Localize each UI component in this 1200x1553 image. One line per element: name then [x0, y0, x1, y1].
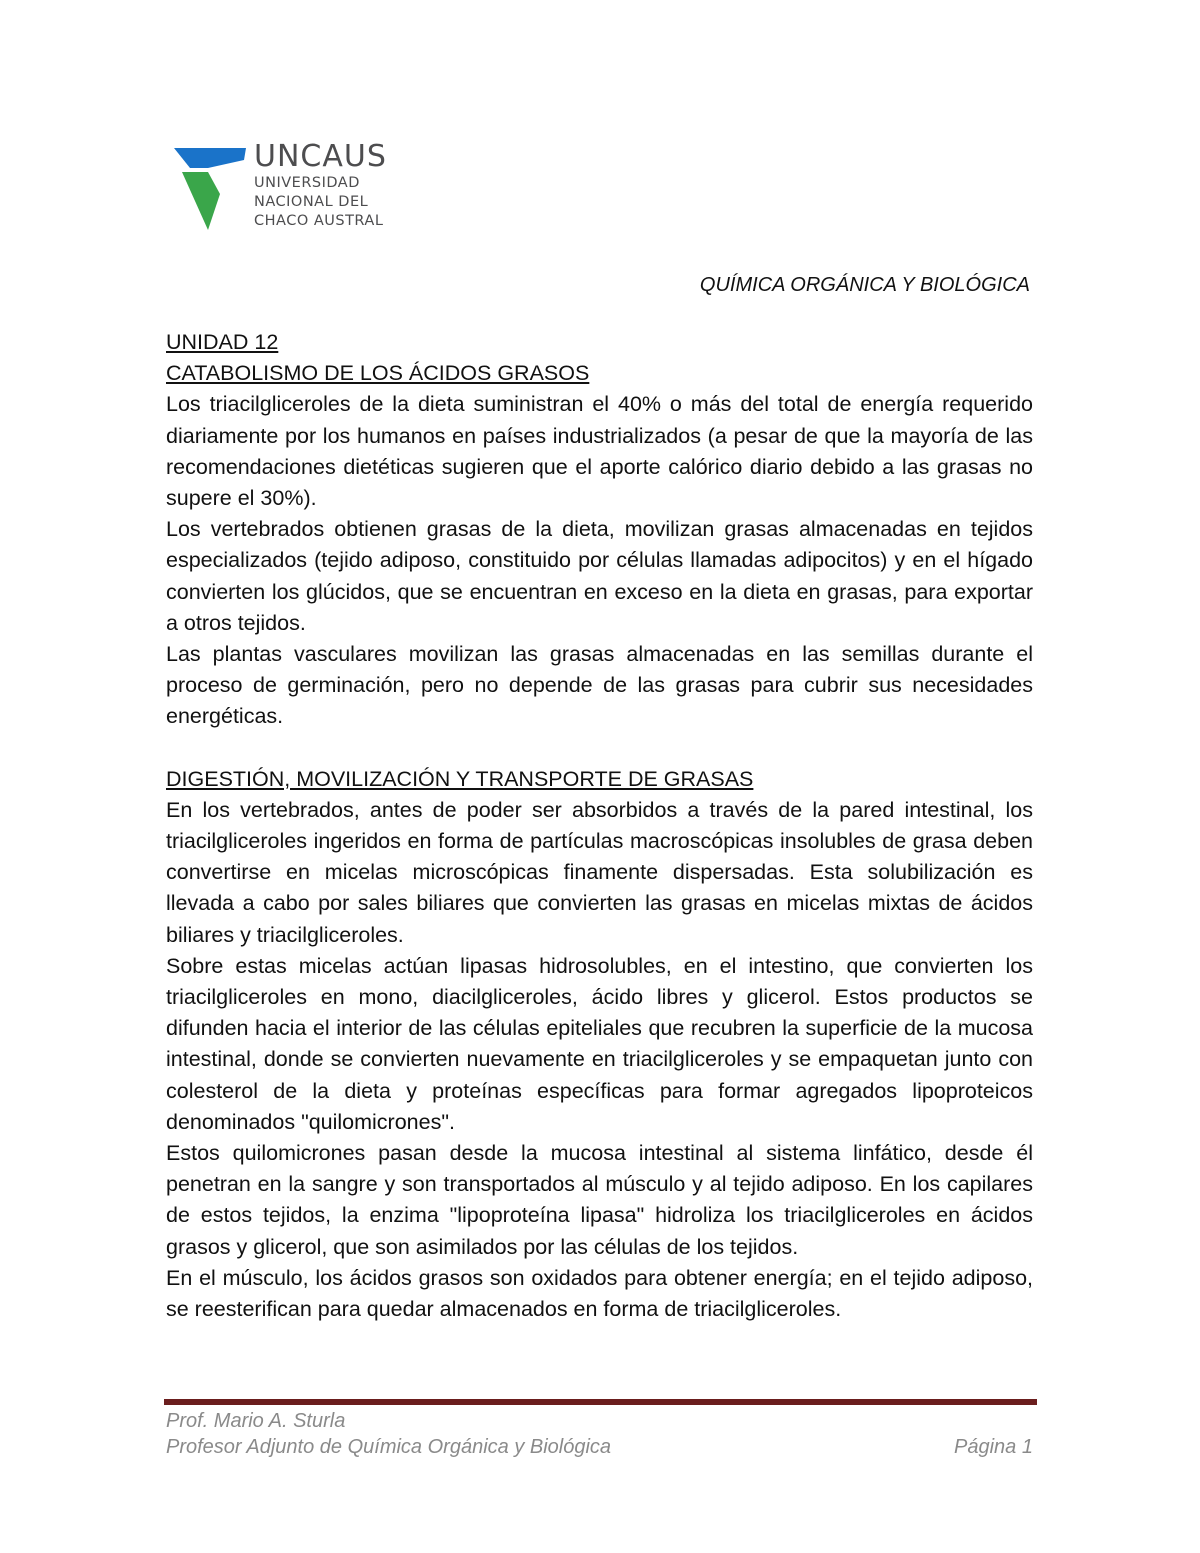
uncaus-emblem-icon — [168, 138, 254, 238]
section-title-catabolism: CATABOLISMO DE LOS ÁCIDOS GRASOS — [166, 361, 590, 386]
university-logo — [168, 138, 403, 240]
logo-line-2: NACIONAL DEL — [254, 194, 369, 210]
paragraph: Los triacilgliceroles de la dieta suministran el 40% o más del total de energía requerido diariamente por los humanos en países industrializados (a pesar de que la mayoría de las recomendaciones dietéticas sugieren que el aporte calórico diario debido a las grasas no supere el 30%). — [166, 392, 1033, 511]
footer-row — [166, 1434, 1033, 1460]
paragraph: En el músculo, los ácidos grasos son oxidados para obtener energía; en el tejido adiposo, se reesterifican para quedar almacenados en forma de triacilgliceroles. — [166, 1265, 1033, 1322]
unit-heading: UNIDAD 12 — [166, 330, 279, 354]
paragraph: Sobre estas micelas actúan lipasas hidrosolubles, en el intestino, que convierten los triacilgliceroles en mono, diacilgliceroles, ácido libres y glicerol. Estos productos se difunden hacia el interior de las células epiteliales que recubren la superficie de la mucosa intestinal, donde se convierten nuevamente en triacilgliceroles y se empaquetan junto con colesterol de la dieta y proteínas específicas para formar agregados lipoproteicos denominados "quilomicrones". — [166, 953, 1033, 1134]
footer-divider — [164, 1399, 1037, 1405]
paragraph: Estos quilomicrones pasan desde la mucosa intestinal al sistema linfático, desde él penetran en la sangre y son transportados al músculo y al tejido adiposo. En los capilares de estos tejidos, la enzima "lipoproteína lipasa" hidroliza los triacilgliceroles en ácidos grasos y glicerol, que son asimilados por las células de los tejidos. — [166, 1141, 1033, 1259]
logo-name: UNCAUS — [254, 139, 387, 174]
footer-role: Profesor Adjunto de Química Orgánica y Biológica — [166, 1436, 612, 1458]
paragraph: Las plantas vasculares movilizan las grasas almacenadas en las semillas durante el proceso de germinación, pero no depende de las grasas para cubrir sus necesidades energéticas. — [166, 642, 1033, 729]
section-title-digestion: DIGESTIÓN, MOVILIZACIÓN Y TRANSPORTE DE GRASAS — [166, 766, 754, 791]
document-body — [166, 327, 1033, 1325]
spacer — [166, 733, 1033, 764]
paragraph: Los vertebrados obtienen grasas de la dieta, movilizan grasas almacenadas en tejidos especializados (tejido adiposo, constituido por células llamadas adipocitos) y en el hígado convierten los glúcidos, que se encuentran en exceso en la dieta en grasas, para exportar a otros tejidos. — [166, 517, 1033, 635]
footer-author: Prof. Mario A. Sturla — [166, 1410, 346, 1432]
subject-header: QUÍMICA ORGÁNICA Y BIOLÓGICA — [699, 274, 1030, 296]
logo-line-1: UNIVERSIDAD — [254, 175, 360, 191]
logo-wordmark — [254, 140, 387, 231]
page-number: Página 1 — [954, 1436, 1033, 1458]
page-footer — [166, 1408, 1033, 1460]
logo-line-3: CHACO AUSTRAL — [254, 213, 384, 229]
paragraph: En los vertebrados, antes de poder ser absorbidos a través de la pared intestinal, los triacilgliceroles ingeridos en forma de partículas macroscópicas insolubles de grasa deben convertirse en micelas microscópicas finamente dispersadas. Esta solubilización es llevada a cabo por sales biliares que convierten las grasas en micelas mixtas de ácidos biliares y triacilgliceroles. — [166, 797, 1033, 947]
